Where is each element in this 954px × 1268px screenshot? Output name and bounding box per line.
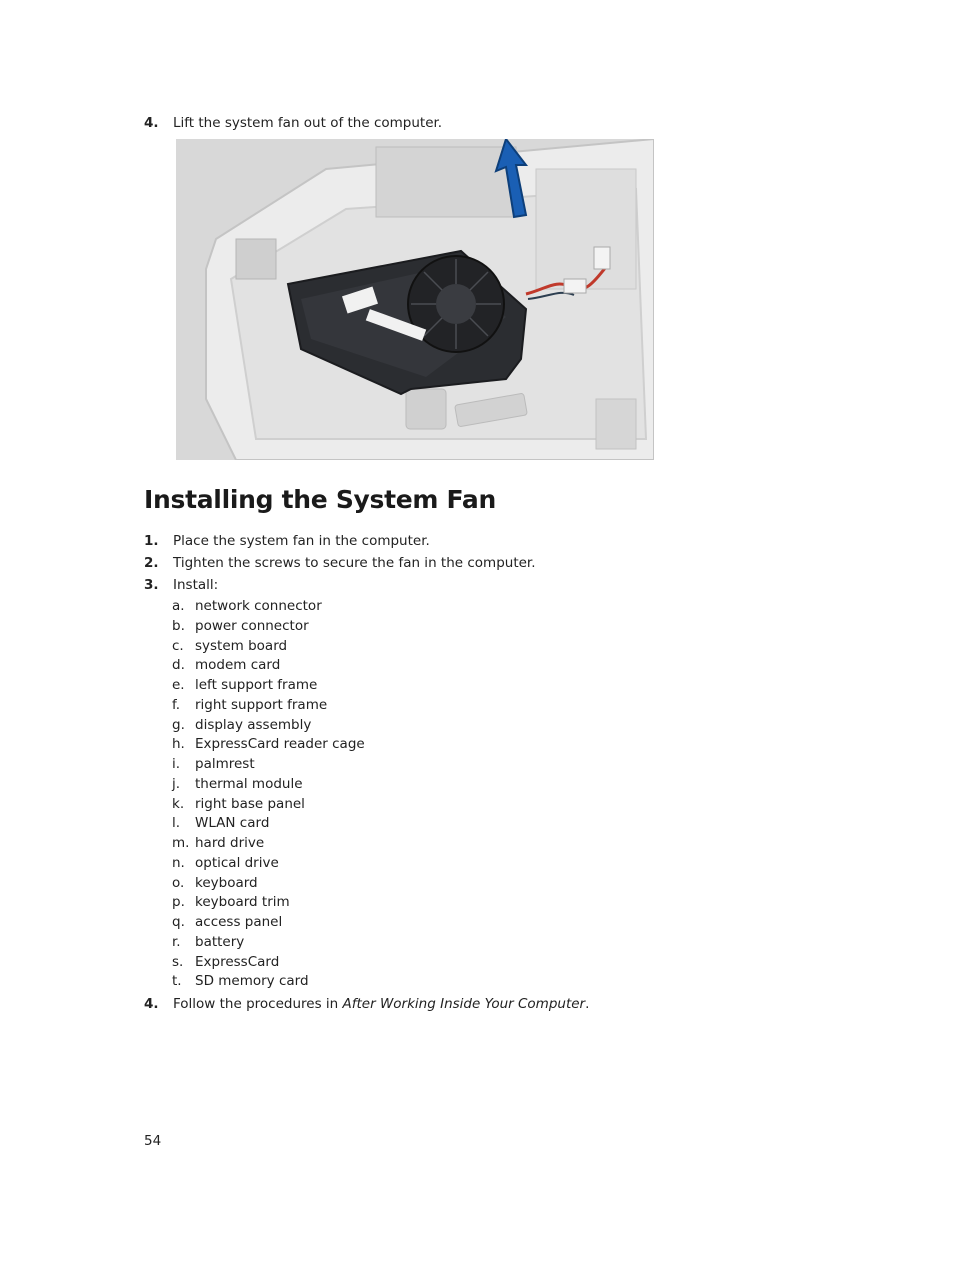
item-letter: r. bbox=[172, 933, 181, 950]
item-letter: n. bbox=[172, 854, 185, 871]
item-letter: e. bbox=[172, 677, 185, 693]
item-letter: b. bbox=[172, 617, 185, 634]
step-number: 3. bbox=[144, 577, 159, 593]
step-text-after: . bbox=[585, 996, 590, 1012]
item-letter: p. bbox=[172, 894, 185, 911]
item-letter: k. bbox=[172, 795, 185, 812]
section-title: Installing the System Fan bbox=[144, 485, 496, 514]
item-text: modem card bbox=[195, 657, 281, 674]
item-text: left support frame bbox=[195, 677, 318, 693]
item-letter: i. bbox=[172, 756, 181, 772]
item-letter: c. bbox=[172, 637, 184, 654]
step-text bbox=[173, 996, 589, 1012]
item-text: palmrest bbox=[195, 756, 255, 772]
step-text: Place the system fan in the computer. bbox=[173, 533, 430, 549]
item-text: display assembly bbox=[195, 716, 312, 733]
item-text: right support frame bbox=[195, 696, 328, 713]
item-text: hard drive bbox=[195, 835, 265, 851]
step-text-before: Follow the procedures in bbox=[173, 996, 343, 1012]
item-text: battery bbox=[195, 933, 245, 950]
item-text: keyboard trim bbox=[195, 894, 290, 911]
item-text: ExpressCard bbox=[195, 953, 280, 970]
step-text: Lift the system fan out of the computer. bbox=[173, 115, 443, 131]
step-number: 2. bbox=[144, 555, 159, 571]
item-text: SD memory card bbox=[195, 973, 309, 990]
item-text: optical drive bbox=[195, 854, 279, 871]
item-letter: o. bbox=[172, 874, 185, 891]
procedure-reference-link[interactable]: After Working Inside Your Computer bbox=[342, 996, 586, 1012]
item-text: keyboard bbox=[195, 874, 258, 891]
fan-illustration bbox=[176, 139, 654, 460]
step-number: 4. bbox=[144, 115, 159, 131]
item-letter: q. bbox=[172, 914, 185, 930]
item-letter: g. bbox=[172, 716, 185, 733]
step-text: Install: bbox=[173, 577, 219, 593]
item-letter: l. bbox=[172, 815, 181, 832]
item-letter: s. bbox=[172, 953, 184, 970]
item-text: system board bbox=[195, 637, 288, 654]
item-letter: f. bbox=[172, 696, 181, 713]
step-text: Tighten the screws to secure the fan in the computer. bbox=[173, 555, 536, 571]
item-text: thermal module bbox=[195, 775, 303, 792]
item-letter: m. bbox=[172, 835, 190, 851]
item-letter: j. bbox=[172, 775, 181, 792]
item-letter: a. bbox=[172, 598, 185, 614]
step-number: 4. bbox=[144, 996, 159, 1012]
item-text: power connector bbox=[195, 617, 309, 634]
step-number: 1. bbox=[144, 533, 159, 549]
item-text: ExpressCard reader cage bbox=[195, 736, 365, 753]
item-text: right base panel bbox=[195, 795, 305, 812]
page-number: 54 bbox=[144, 1133, 162, 1149]
item-text: access panel bbox=[195, 914, 283, 930]
item-letter: d. bbox=[172, 657, 185, 674]
item-text: WLAN card bbox=[195, 815, 270, 832]
item-letter: h. bbox=[172, 736, 185, 753]
system-fan-removal-figure bbox=[176, 139, 654, 460]
item-text: network connector bbox=[195, 598, 322, 614]
item-letter: t. bbox=[172, 973, 182, 990]
